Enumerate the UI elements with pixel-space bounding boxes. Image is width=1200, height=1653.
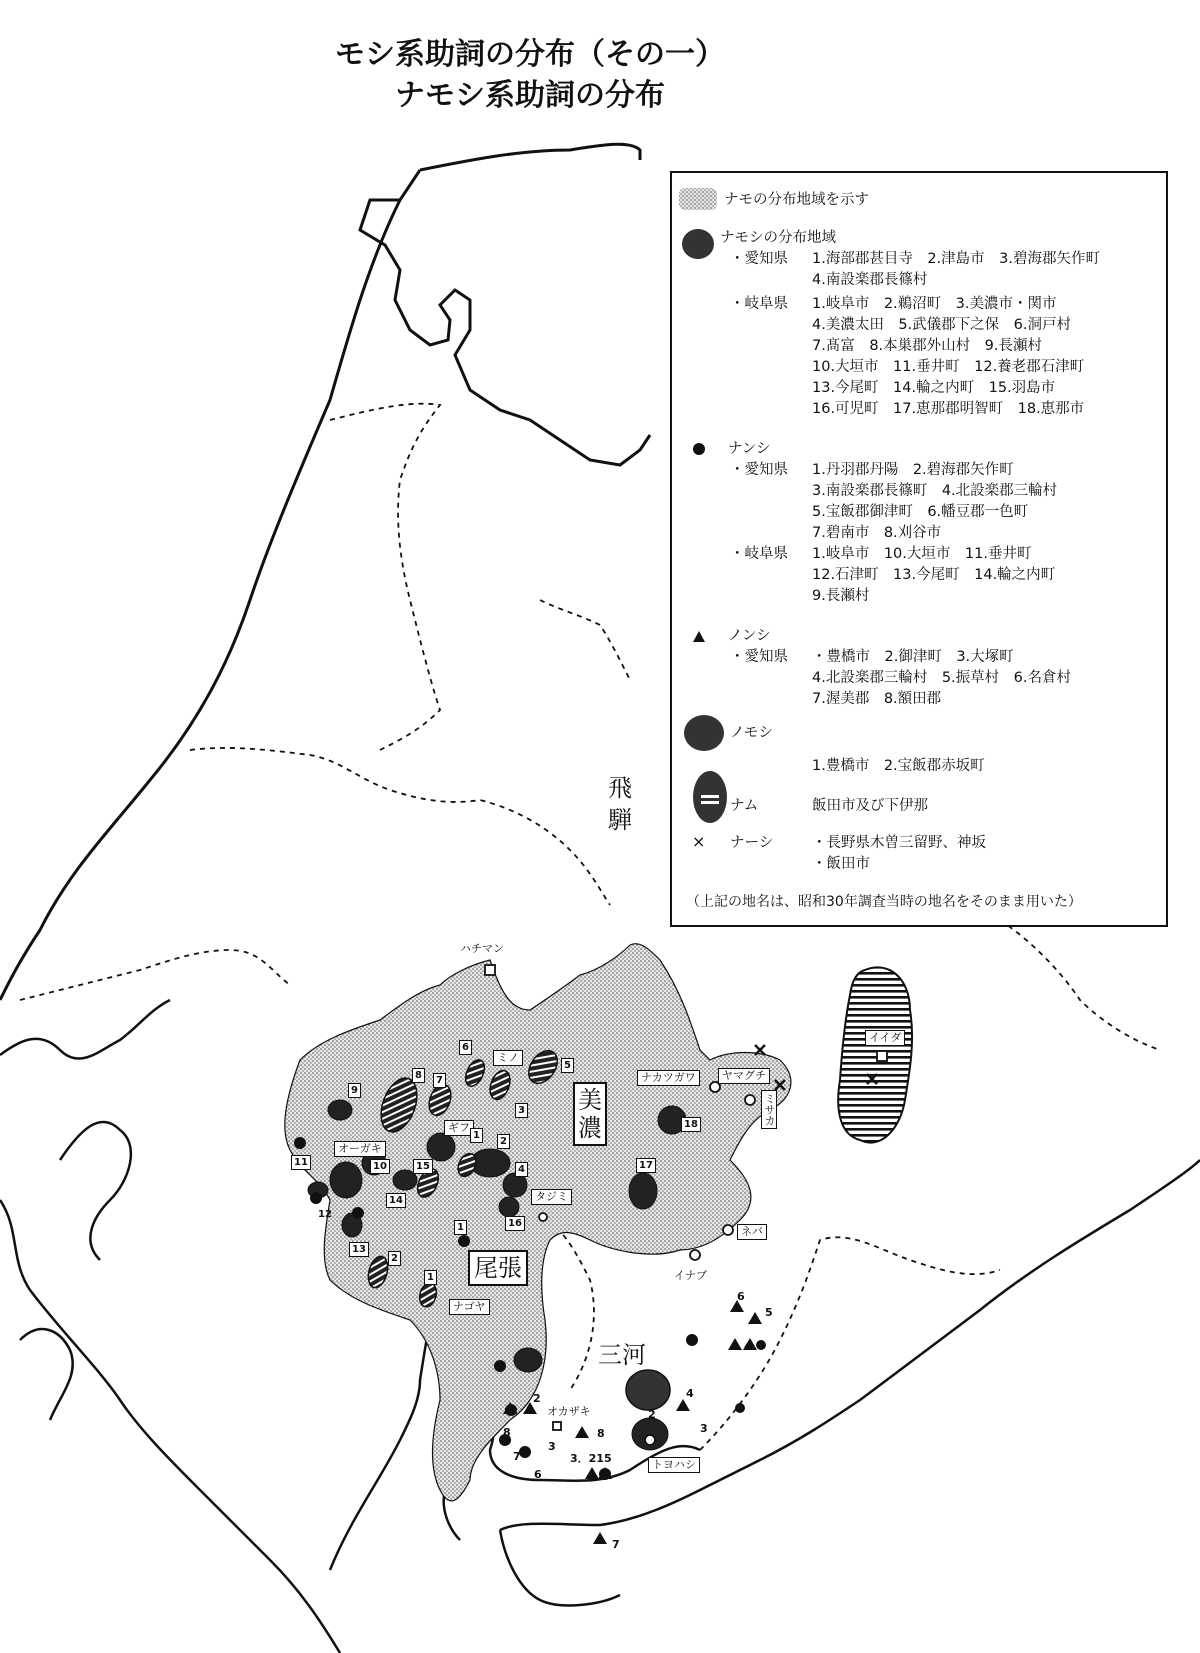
nanshi-dot [735, 1403, 745, 1413]
namoshi-num: 18 [681, 1117, 701, 1132]
legend-nonshi-aichi-l2: 4.北設楽郡三輪村 5.振草村 6.名倉村 [812, 670, 1072, 686]
legend-nanshi-gifu-l1: 1.岐阜市 10.大垣市 11.垂井町 [812, 546, 1032, 562]
nanshi-dot-icon [692, 442, 706, 456]
city-marker [485, 965, 495, 975]
namoshi-blob [629, 1173, 657, 1209]
nanshi-dot [756, 1340, 766, 1350]
legend-nanshi-aichi-l2: 3.南設楽郡長篠町 4.北設楽郡三輪村 [812, 483, 1058, 499]
namoshi-num: 14 [386, 1193, 406, 1208]
region-mino-2: 濃 [578, 1114, 602, 1142]
city-marker [723, 1225, 733, 1235]
mikawa-num: 3．215 [570, 1452, 612, 1465]
region-hida-2: 騨 [608, 806, 632, 834]
nanshi-dot [294, 1137, 306, 1149]
legend-nanshi-label: ナンシ [728, 441, 771, 457]
legend-nomoshi-label: ノモシ [730, 725, 773, 741]
namoshi-num: 1 [424, 1270, 437, 1285]
legend-namoshi-gifu-l4: 10.大垣市 11.垂井町 12.養老郡石津町 [812, 359, 1085, 375]
legend-nonshi-aichi-l3: 7.渥美郡 8.額田郡 [812, 691, 942, 707]
legend-nashi-l2: ・飯田市 [812, 856, 870, 872]
nonshi-triangle-icon [692, 630, 706, 643]
boundary-nagano [1000, 920, 1160, 1050]
namoshi-num: 1 [454, 1220, 467, 1235]
place-yamaguchi: ヤマグチ [718, 1068, 770, 1084]
namoshi-num: 15 [413, 1159, 433, 1174]
legend-nonshi-aichi-l1: ・豊橋市 2.御津町 3.大塚町 [812, 649, 1014, 665]
legend [670, 171, 1168, 927]
namoshi-num: 13 [349, 1242, 369, 1257]
legend-nanshi-gifu-l3: 9.長瀬村 [812, 588, 870, 604]
mikawa-num: 3 [548, 1440, 556, 1453]
legend-namoshi-gifu-l6: 16.可児町 17.恵那郡明智町 18.恵那市 [812, 401, 1085, 417]
legend-namoshi-gifu: ・岐阜県 [730, 296, 788, 312]
legend-namoshi-gifu-l2: 4.美濃太田 5.武儀郡下之保 6.洞戸村 [812, 317, 1072, 333]
map-title [0, 34, 1060, 116]
place-misaka: ミサカ [761, 1090, 777, 1129]
place-hachiman: ハチマン [460, 942, 504, 955]
legend-nanshi-aichi-l1: 1.丹羽郡丹陽 2.碧海郡矢作町 [812, 462, 1014, 478]
namoshi-num: 8 [412, 1068, 425, 1083]
namu-region-iida [838, 967, 912, 1142]
namoshi-num: 16 [505, 1216, 525, 1231]
legend-nomoshi-l1: 1.豊橋市 2.宝飯郡赤坂町 [812, 758, 985, 774]
boundary-hida-mino [190, 748, 610, 905]
coastline-noto [0, 144, 650, 1000]
place-iida: イイダ [865, 1030, 905, 1046]
nanshi-dot [494, 1360, 506, 1372]
legend-namo-label: ナモの分布地域を示す [724, 192, 869, 208]
nanshi-dot [352, 1207, 364, 1219]
city-marker [645, 1435, 655, 1445]
legend-nashi-cross-icon: × [692, 832, 706, 851]
nanshi-dot [458, 1235, 470, 1247]
place-okazaki: オカザキ [547, 1405, 591, 1418]
region-owari: 尾張 [468, 1250, 528, 1286]
place-nagoya: ナゴヤ [449, 1299, 490, 1315]
legend-namoshi-gifu-l3: 7.髙富 8.本巣郡外山村 9.長瀬村 [812, 338, 1043, 354]
place-mino: ミノ [493, 1050, 523, 1066]
namoshi-num: 7 [433, 1073, 446, 1088]
nonshi-triangle [585, 1467, 599, 1479]
mikawa-num: 8 [503, 1426, 511, 1439]
nanshi-dot [686, 1334, 698, 1346]
mikawa-num: 2 [533, 1392, 541, 1405]
legend-namoshi-gifu-l1: 1.岐阜市 2.鵜沼町 3.美濃市・関市 [812, 296, 1057, 312]
legend-namu-label: ナム [730, 798, 759, 814]
legend-nanshi-aichi-l4: 7.碧南市 8.刈谷市 [812, 525, 942, 541]
city-marker [553, 1422, 561, 1430]
namoshi-blob [330, 1162, 362, 1198]
legend-namoshi-gifu-l5: 13.今尾町 14.輪之内町 15.羽島市 [812, 380, 1056, 396]
namoshi-blob [514, 1348, 542, 1372]
namoshi-num: 4 [515, 1162, 528, 1177]
nonshi-triangle [676, 1399, 690, 1411]
legend-nonshi-aichi: ・愛知県 [730, 649, 788, 665]
place-tajimi: タジミ [531, 1189, 572, 1205]
mikawa-num: 6 [534, 1468, 542, 1481]
legend-nonshi-label: ノンシ [728, 628, 771, 644]
namoshi-blob [328, 1100, 352, 1120]
nanshi-dot [310, 1192, 322, 1204]
place-toyohashi: トヨハシ [648, 1457, 700, 1473]
legend-namoshi-aichi-l1: 1.海部郡甚目寺 2.津島市 3.碧海郡矢作町 [812, 251, 1101, 267]
region-mikawa: 三河 [598, 1341, 646, 1369]
namoshi-num: 5 [561, 1058, 574, 1073]
region-hida-1: 飛 [608, 774, 632, 802]
namoshi-num: 17 [636, 1158, 656, 1173]
namoshi-num: 6 [459, 1040, 472, 1055]
namo-swatch-icon [678, 187, 718, 211]
nonshi-triangle [728, 1338, 742, 1350]
namoshi-num: 1 [470, 1128, 483, 1143]
city-marker [690, 1250, 700, 1260]
boundary-west [20, 950, 290, 1000]
mikawa-num: 4 [744, 1340, 752, 1353]
place-nakatsugawa: ナカツガワ [637, 1070, 700, 1086]
region-mino [573, 1082, 607, 1146]
boundary-mikawa-owari [550, 1220, 594, 1390]
legend-namoshi-aichi: ・愛知県 [730, 251, 788, 267]
legend-nanshi-aichi-l3: 5.宝飯郡御津町 6.幡豆郡一色町 [812, 504, 1029, 520]
legend-nanshi-gifu-l2: 12.石津町 13.今尾町 14.輪之内町 [812, 567, 1056, 583]
place-gifu: ギフ [444, 1120, 474, 1136]
city-marker [745, 1095, 755, 1105]
legend-nashi-l1: ・長野県木曽三留野、神坂 [812, 835, 986, 851]
place-ogaki: オーガキ [334, 1141, 386, 1157]
title-line-1: モシ系助詞の分布（その一） [335, 37, 725, 72]
nomoshi-blob [626, 1370, 670, 1410]
legend-nashi-label: ナーシ [730, 835, 774, 851]
namoshi-num: 2 [497, 1134, 510, 1149]
region-mino-1: 美 [578, 1086, 602, 1114]
mikawa-num: 3 [700, 1422, 708, 1435]
nonshi-triangle [748, 1312, 762, 1324]
mikawa-num: 6 [737, 1290, 745, 1303]
namoshi-num: 3 [515, 1103, 528, 1118]
nanshi-dot [519, 1446, 531, 1458]
namoshi-num: 2 [388, 1251, 401, 1266]
mikawa-num: 8 [597, 1427, 605, 1440]
legend-namoshi-aichi-l2: 4.南設楽郡長篠村 [812, 272, 928, 288]
namu-blob-icon [690, 769, 730, 825]
boundary-ishikawa-toyama [330, 404, 440, 750]
namoshi-blob-icon [680, 227, 716, 261]
legend-namoshi-label: ナモシの分布地域 [720, 230, 836, 246]
namoshi-blob [427, 1133, 455, 1161]
legend-nanshi-gifu: ・岐阜県 [730, 546, 788, 562]
city-marker [539, 1213, 547, 1221]
namoshi-num: 9 [348, 1083, 361, 1098]
legend-namu-l1: 飯田市及び下伊那 [812, 798, 928, 814]
namoshi-blob [499, 1197, 519, 1217]
boundary-toyama-nagano [540, 600, 630, 680]
mikawa-num: 7 [612, 1538, 620, 1551]
mikawa-num: 5 [765, 1306, 773, 1319]
namoshi-num: 12 [318, 1209, 332, 1220]
legend-nanshi-aichi: ・愛知県 [730, 462, 788, 478]
place-neba: ネバ [737, 1224, 767, 1240]
mikawa-num: 4 [686, 1387, 694, 1400]
nomoshi-blob-icon [682, 713, 726, 753]
namoshi-num: 11 [291, 1155, 311, 1170]
title-line-2: ナモシ系助詞の分布 [395, 78, 665, 113]
namoshi-num: 10 [370, 1159, 390, 1174]
nonshi-triangle [593, 1532, 607, 1544]
mikawa-num: 7 [513, 1450, 521, 1463]
city-marker [877, 1051, 887, 1061]
place-inabu: イナブ [674, 1269, 707, 1282]
mikawa-num: 2 [648, 1408, 656, 1421]
legend-footnote: （上記の地名は、昭和30年調査当時の地名をそのまま用いた） [686, 894, 1082, 910]
nonshi-triangle [575, 1426, 589, 1438]
